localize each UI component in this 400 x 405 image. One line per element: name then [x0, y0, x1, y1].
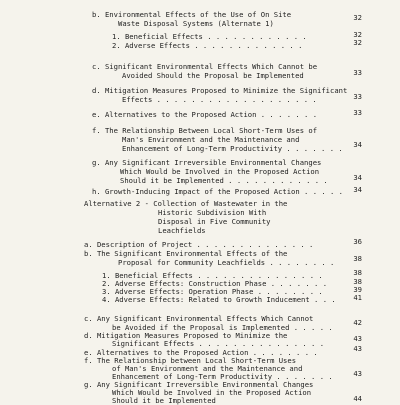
toc-entry-title-cont: Enhancement of Long-Term Productivity . . . . . . . — [112, 372, 333, 381]
toc-subentry-title: 2. Adverse Effects . . . . . . . . . . . . . — [112, 41, 303, 50]
toc-subentry-title: 4. Adverse Effects: Related to Growth Inducement . . . — [102, 295, 336, 304]
toc-page-number: 32 — [353, 30, 362, 39]
section-heading-cont: Leachfields — [158, 226, 206, 235]
toc-entry-title: a. Description of Project . . . . . . . . . . . . . . — [84, 240, 314, 249]
toc-entry-title-cont: be Avoided if the Proposal is Implemented . . . . . — [112, 323, 333, 332]
toc-entry-title-cont: Avoided Should the Proposal be Implemented — [122, 71, 304, 80]
toc-page-number: 39 — [353, 285, 362, 294]
toc-page-number: 33 — [353, 92, 362, 101]
toc-entry-title-cont: Enhancement of Long-Term Productivity . . . . . . . — [122, 144, 343, 153]
toc-page-number: 33 — [353, 108, 362, 117]
toc-entry-title-cont: Should it be Implemented — [112, 396, 216, 405]
toc-subentry-title: 3. Adverse Effects: Operation Phase . . . . . . . . — [102, 287, 323, 296]
toc-page-number: 38 — [353, 254, 362, 263]
toc-page-number: 43 — [353, 334, 362, 343]
toc-entry-title-cont: Proposal for Community Leachfields . . . . . . . . — [118, 258, 335, 267]
toc-entry-title-cont: Man's Environment and the Maintenance and — [122, 135, 300, 144]
toc-entry-title: e. Alternatives to the Proposed Action . . . . . . . . — [84, 348, 318, 357]
toc-entry-title-cont: Waste Disposal Systems (Alternate 1) — [118, 19, 274, 28]
toc-entry-title: g. Any Significant Irreversible Environmental Changes — [84, 380, 314, 389]
toc-entry-title-cont: of Man's Environment and the Maintenance and — [112, 364, 303, 373]
toc-entry-title: h. Growth-Inducing Impact of the Proposed Action . . . . . — [92, 187, 343, 196]
toc-page-number: 33 — [353, 68, 362, 77]
toc-entry-title: g. Any Significant Irreversible Environmental Changes — [92, 158, 322, 167]
toc-entry-title-cont: Effects . . . . . . . . . . . . . . . . . . . — [122, 95, 317, 104]
toc-entry-title: f. The Relationship between Local Short-Term Uses — [84, 356, 297, 365]
toc-subentry-title: 1. Beneficial Effects . . . . . . . . . . . . . . . — [102, 271, 323, 280]
toc-page-number: 32 — [353, 38, 362, 47]
section-heading-cont: Disposal in Five Community — [158, 217, 271, 226]
toc-entry-title-cont: Should it be Implemented . . . . . . . . . . . . — [120, 176, 328, 185]
toc-page-number: 38 — [353, 268, 362, 277]
toc-entry-title-cont: Which Would be Involved in the Proposed Action — [120, 167, 320, 176]
toc-page-number: 41 — [353, 293, 362, 302]
toc-entry-title: b. Environmental Effects of the Use of On Site — [92, 10, 292, 19]
toc-entry-title: f. The Relationship Between Local Short-Term Uses of — [92, 126, 318, 135]
toc-page-number: 43 — [353, 344, 362, 353]
toc-entry-title: e. Alternatives to the Proposed Action . . . . . . . — [92, 110, 318, 119]
toc-page-number: 43 — [353, 369, 362, 378]
toc-page-number: 34 — [353, 173, 362, 182]
toc-page-number: 32 — [353, 13, 362, 22]
toc-page-number: 34 — [353, 185, 362, 194]
toc-entry-title: c. Significant Environmental Effects Which Cannot be — [92, 62, 318, 71]
toc-subentry-title: 2. Adverse Effects: Construction Phase . . . . . . . — [102, 279, 328, 288]
toc-page-number: 34 — [353, 140, 362, 149]
toc-entry-title: c. Any Significant Environmental Effects Which Cannot — [84, 314, 314, 323]
toc-entry-title: d. Mitigation Measures Proposed to Minimize the — [84, 331, 288, 340]
toc-entry-title: b. The Significant Environmental Effects of the — [84, 249, 288, 258]
section-heading-cont: Historic Subdivision With — [158, 208, 267, 217]
toc-subentry-title: 1. Beneficial Effects . . . . . . . . . . . . — [112, 32, 307, 41]
section-heading: Alternative 2 - Collection of Wastewater in the — [84, 199, 288, 208]
toc-entry-title-cont: Which Would be Involved in the Proposed Action — [112, 388, 312, 397]
toc-entry-title: d. Mitigation Measures Proposed to Minimize the Significant — [92, 86, 348, 95]
toc-page-number: 36 — [353, 237, 362, 246]
toc-page-number: 38 — [353, 277, 362, 286]
toc-page-number: 44 — [353, 394, 362, 403]
toc-entry-title-cont: Significant Effects . . . . . . . . . . . . . . . — [112, 339, 325, 348]
toc-page-number: 42 — [353, 318, 362, 327]
